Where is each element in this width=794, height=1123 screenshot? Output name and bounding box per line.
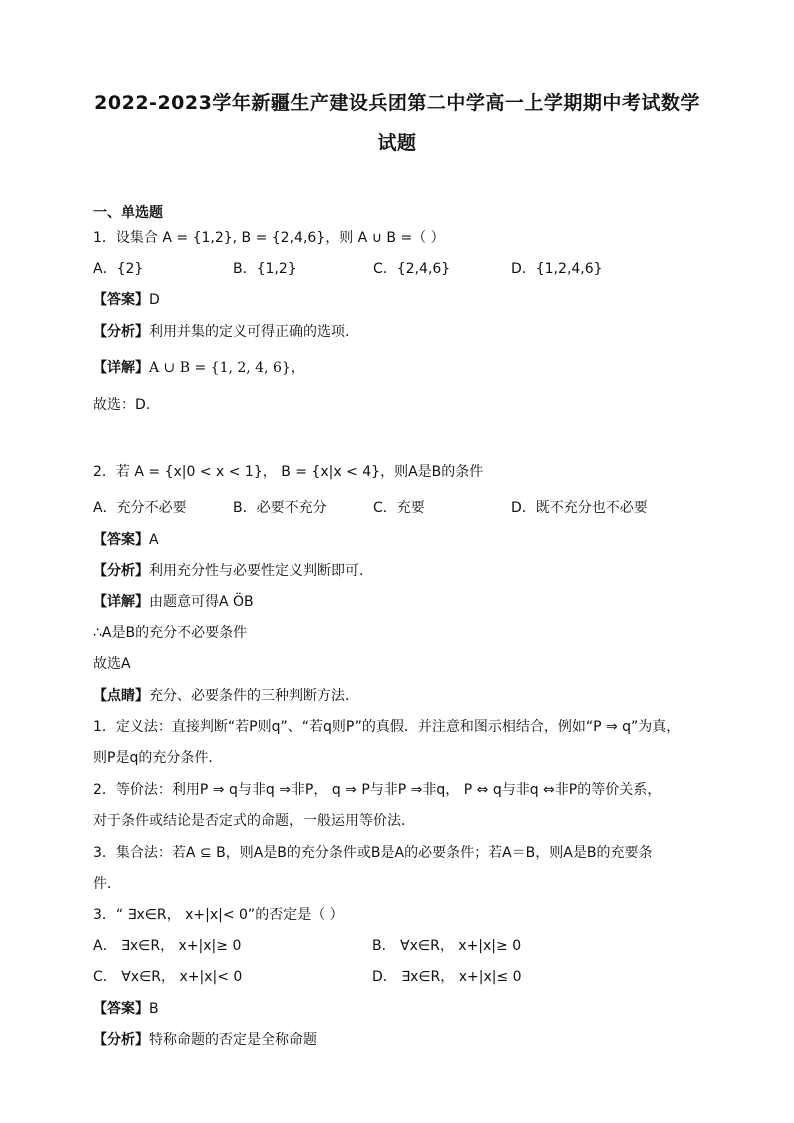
q2-stem: 2．若 A = {x|0 < x < 1}， B = {x|x < 4}，则A是B的条件 — [93, 464, 484, 480]
q2-detail2: ∴A是B的充分不必要条件 — [93, 625, 248, 641]
q1-analysis-row — [93, 323, 349, 341]
q2-comment-label: 【点睛】 — [93, 688, 149, 704]
q3-answer-label: 【答案】 — [93, 1001, 149, 1017]
q2-option-b: B．必要不充分 — [233, 500, 327, 516]
q2-comment: 充分、必要条件的三种判断方法． — [149, 688, 359, 704]
q2-option-d: D．既不充分也不必要 — [511, 500, 648, 516]
q1-detail: A ∪ B = {1, 2, 4, 6}， — [149, 360, 305, 376]
q3-option-b: B． ∀x∈R， x+|x|≥ 0 — [372, 938, 522, 954]
q1-detail-label: 【详解】 — [93, 360, 149, 376]
q1-analysis-label: 【分析】 — [93, 324, 149, 340]
q2-detail: 由题意可得A ÖB — [149, 594, 254, 610]
q3-analysis: 特称命题的否定是全称命题 — [149, 1032, 317, 1048]
q2-option-a: A．充分不必要 — [93, 500, 187, 516]
q1-stem: 1．设集合 A = {1,2}, B = {2,4,6}，则 A ∪ B =（ ） — [93, 230, 445, 246]
q2-method3-line1: 3．集合法：若A ⊆ B，则A是B的充分条件或B是A的必要条件；若A＝B，则A是B的充要条 — [93, 845, 653, 861]
q3-analysis-row — [93, 1031, 317, 1049]
q2-detail-row — [93, 593, 254, 611]
q2-analysis-row — [93, 562, 363, 580]
q1-conclusion: 故选：D. — [93, 397, 151, 413]
q2-answer-row — [93, 531, 159, 549]
q3-analysis-label: 【分析】 — [93, 1032, 149, 1048]
q2-method1-line1: 1．定义法：直接判断“若P则q”、“若q则P”的真假．并注意和图示相结合，例如“P ⇒ q”为真， — [93, 719, 681, 735]
q3-stem: 3．“ ∃x∈R， x+|x|< 0”的否定是（ ） — [93, 907, 344, 923]
q1-answer-label: 【答案】 — [93, 292, 149, 308]
q2-method2-line2: 对于条件或结论是否定式的命题，一般运用等价法． — [93, 813, 415, 829]
q3-answer-row — [93, 1000, 159, 1018]
q1-option-b: B．{1,2} — [233, 261, 297, 277]
q2-answer: A — [149, 532, 159, 548]
q1-answer: D — [149, 292, 160, 308]
q2-detail-label: 【详解】 — [93, 594, 149, 610]
q2-analysis: 利用充分性与必要性定义判断即可. — [149, 563, 364, 579]
q3-option-a: A． ∃x∈R， x+|x|≥ 0 — [93, 938, 242, 954]
q2-answer-label: 【答案】 — [93, 532, 149, 548]
q3-option-c: C． ∀x∈R， x+|x|< 0 — [93, 969, 243, 985]
q2-analysis-label: 【分析】 — [93, 563, 149, 579]
q1-option-d: D．{1,2,4,6} — [511, 261, 603, 277]
document-title-line2: 试题 — [377, 132, 417, 154]
q1-option-a: A．{2} — [93, 261, 144, 277]
q2-comment-row — [93, 687, 359, 705]
q3-option-d: D． ∃x∈R， x+|x|≤ 0 — [372, 969, 522, 985]
q2-method2-line1: 2．等价法：利用P ⇒ q与非q ⇒非P， q ⇒ P与非P ⇒非q， P ⇔ q与非q ⇔非P的等价关系， — [93, 782, 662, 798]
q1-option-c: C．{2,4,6} — [373, 261, 451, 277]
q1-answer-row — [93, 291, 160, 309]
q1-detail-row — [93, 359, 305, 377]
document-title-line1: 2022-2023学年新疆生产建设兵团第二中学高一上学期期中考试数学 — [94, 92, 700, 114]
q1-analysis: 利用并集的定义可得正确的选项. — [149, 324, 350, 340]
q2-method1-line2: 则P是q的充分条件． — [93, 750, 223, 766]
section-heading: 一、单选题 — [93, 205, 163, 221]
q2-method3-line2: 件． — [93, 876, 121, 892]
q3-answer: B — [149, 1001, 159, 1017]
q2-conclusion: 故选A — [93, 656, 131, 672]
q2-option-c: C．充要 — [373, 500, 425, 516]
